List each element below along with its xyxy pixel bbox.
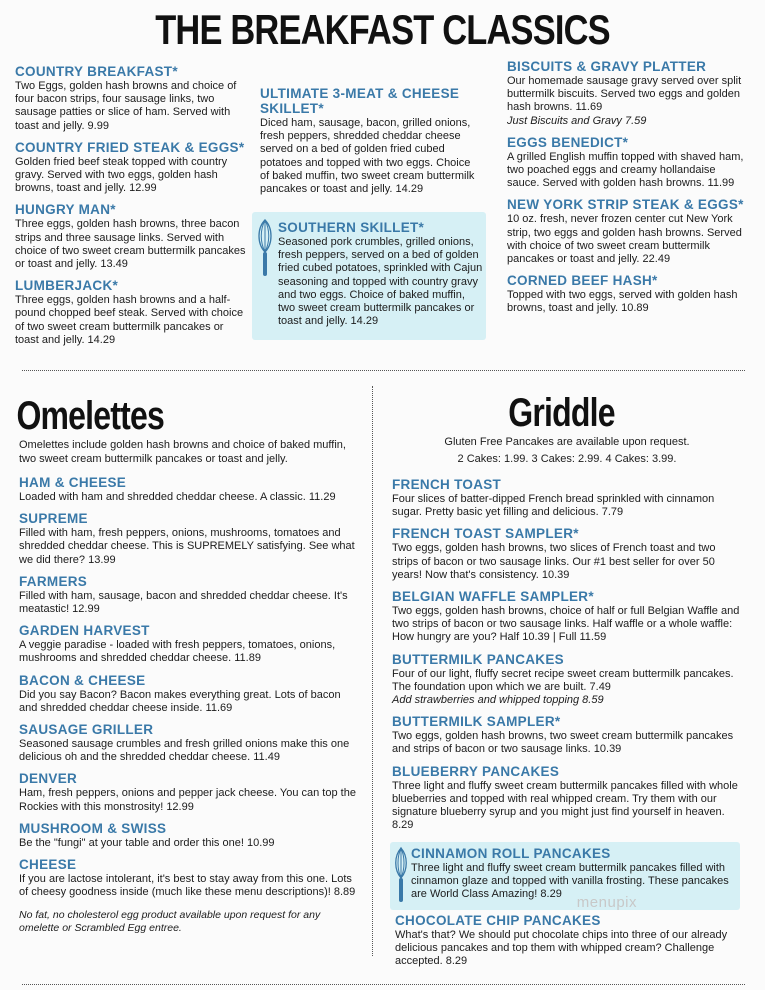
menu-item[interactable]: [392, 526, 742, 582]
menu-title: THE BREAKFAST CLASSICS: [155, 6, 610, 53]
menu-item[interactable]: [19, 821, 361, 850]
cinnamon-roll-featured[interactable]: [411, 846, 737, 902]
item-desc: Three eggs, golden hash browns and a half-pound chopped beef steak. Served with choice of two sweet cream buttermilk pancakes or toast and jelly. 14.29: [15, 294, 244, 346]
item-name: CINNAMON ROLL PANCAKES: [411, 846, 611, 861]
item-name: SUPREME: [19, 511, 88, 527]
item-name: ULTIMATE 3-MEAT & CHEESE SKILLET*: [260, 86, 460, 116]
item-name: LUMBERJACK*: [15, 278, 119, 294]
item-desc: Two Eggs, golden hash browns and choice of four bacon strips, four sausage links, two sausage patties or slice of ham. Served with toast and jelly. 9.99: [15, 80, 237, 132]
menu-item[interactable]: [19, 673, 361, 715]
menu-item[interactable]: [392, 477, 742, 519]
whisk-icon: [393, 846, 409, 904]
divider-top: [22, 370, 745, 371]
item-desc: Topped with two eggs, served with golden hash browns, toast and jelly. 10.89: [507, 289, 738, 315]
menu-item[interactable]: [392, 714, 742, 756]
item-desc: Seasoned sausage crumbles and fresh grilled onions make this one delicious oh and the shredded cheddar cheese. 11.49: [19, 738, 350, 764]
item-desc: Seasoned pork crumbles, grilled onions, fresh peppers, served on a bed of golden fried cubed potatoes, sprinkled with Cajun seasoning and topped with country gravy and two eggs. Choice of baked muffin, two sweet cream buttermilk pancakes or toast and jelly. 14.29: [278, 236, 483, 328]
menu-item[interactable]: [392, 652, 742, 708]
item-desc: Golden fried beef steak topped with country gravy. Served with two eggs, golden hash browns, toast and jelly. 12.99: [15, 155, 228, 195]
menu-item[interactable]: [15, 278, 247, 347]
item-desc: Two eggs, golden hash browns, two slices of French toast and two strips of bacon or two sausage links. Our #1 best seller for over 50 years! Now that's consistency. 10.39: [392, 542, 716, 581]
item-name: COUNTRY BREAKFAST*: [15, 64, 178, 79]
item-name: BUTTERMILK SAMPLER*: [392, 714, 561, 730]
classics-col-3: [507, 59, 747, 323]
item-desc: Two eggs, golden hash browns, choice of half or full Belgian Waffle and two strips of bacon or two sausage links. Half waffle or a whole waffle: How hungry are you? Half 10.39 | Full 11.59: [392, 605, 740, 644]
menu-item[interactable]: [507, 135, 747, 191]
item-name: BELGIAN WAFFLE SAMPLER*: [392, 589, 594, 605]
item-desc: What's that? We should put chocolate chips into three of our already delicious pancakes and top them with whipped cream? Challenge accepted. 8.29: [395, 929, 728, 968]
menu-item[interactable]: [19, 857, 361, 899]
item-name: NEW YORK STRIP STEAK & EGGS*: [507, 197, 744, 213]
item-desc: Four slices of batter-dipped French bread sprinkled with cinnamon sugar. Pretty basic yet filling and delicious. 7.79: [392, 493, 715, 519]
item-name: FARMERS: [19, 573, 88, 589]
griddle-intro-2: 2 Cakes: 1.99. 3 Cakes: 2.99. 4 Cakes: 3.99.: [457, 453, 677, 465]
menu-item[interactable]: [19, 475, 361, 504]
item-desc: Three eggs, golden hash browns, three bacon strips and three sausage links. Served with choice of two sweet cream buttermilk pancakes or toast and jelly. 13.49: [15, 218, 246, 271]
menu-item[interactable]: [19, 722, 361, 764]
item-desc: Two eggs, golden hash browns, two sweet cream buttermilk pancakes and strips of bacon or two sausage links. 10.39: [392, 730, 734, 756]
item-name: BUTTERMILK PANCAKES: [392, 651, 564, 667]
griddle-intro-1: Gluten Free Pancakes are available upon request.: [444, 436, 690, 448]
item-sub: Add strawberries and whipped topping 8.59: [392, 694, 604, 707]
item-name: CHEESE: [19, 857, 77, 873]
menu-item[interactable]: [392, 764, 742, 833]
item-name: DENVER: [19, 771, 78, 787]
item-name: CHOCOLATE CHIP PANCAKES: [395, 913, 601, 928]
menu-item[interactable]: [507, 59, 747, 128]
item-desc: A grilled English muffin topped with shaved ham, two poached eggs and creamy hollandaise sauce. Served with golden hash browns. 11.99: [507, 150, 744, 190]
menu-item[interactable]: [15, 140, 247, 196]
item-name: BLUEBERRY PANCAKES: [392, 763, 560, 779]
omelettes-col: [19, 438, 361, 935]
menu-item[interactable]: [19, 623, 361, 665]
classics-col-2: [260, 86, 482, 203]
item-name: BISCUITS & GRAVY PLATTER: [507, 59, 707, 74]
item-name: EGGS BENEDICT*: [507, 134, 629, 150]
menu-item[interactable]: [507, 197, 747, 266]
item-desc: Three light and fluffy sweet cream buttermilk pancakes filled with whole blueberries and topped with real whipped cream. Try them with our signature blueberry syrup and you might just find yourself in heaven. 8.29: [392, 779, 738, 832]
item-desc: 10 oz. fresh, never frozen center cut New York strip, two eggs and golden hash browns. Served with choice of two sweet cream buttermilk pancakes or toast and jelly. 22.49: [507, 213, 742, 266]
item-desc: A veggie paradise - loaded with fresh peppers, tomatoes, onions, mushrooms and shredded cheddar cheese. 11.89: [19, 639, 336, 665]
menu-item[interactable]: [19, 771, 361, 813]
item-desc: Filled with ham, fresh peppers, onions, mushrooms, tomatoes and shredded cheddar cheese. This is SUPREMELY satisfying. See what we did there? 13.99: [19, 527, 355, 566]
item-desc: If you are lactose intolerant, it's best to stay away from this one. Lots of cheesy goodness inside (much like these menu descriptions)! 8.89: [19, 873, 356, 899]
menu-item[interactable]: [507, 273, 747, 315]
item-desc: Our homemade sausage gravy served over split buttermilk biscuits. Served two eggs and golden hash browns. 11.69: [507, 75, 742, 114]
divider-bottom: [22, 984, 745, 985]
item-sub: Just Biscuits and Gravy 7.59: [507, 114, 647, 127]
item-desc: Four of our light, fluffy secret recipe sweet cream buttermilk pancakes. The foundation upon which we are built. 7.49: [392, 667, 734, 693]
menu-item[interactable]: [260, 86, 482, 196]
omelettes-note: No fat, no cholesterol egg product available upon request for any omelette or Scrambled Egg entree.: [19, 909, 321, 935]
item-desc: Three light and fluffy sweet cream buttermilk pancakes filled with cinnamon glaze and topped with vanilla frosting. These pancakes are World Class Amazing! 8.29: [411, 862, 729, 901]
griddle-col: [392, 477, 742, 839]
item-desc: Filled with ham, sausage, bacon and shredded cheddar cheese. It's meatastic! 12.99: [19, 589, 348, 616]
item-name: HAM & CHEESE: [19, 475, 127, 490]
item-desc: Loaded with ham and shredded cheddar cheese. A classic. 11.29: [19, 491, 336, 503]
omelettes-intro: Omelettes include golden hash browns and choice of baked muffin, two sweet cream buttermilk pancakes or toast and jelly.: [19, 439, 346, 465]
menu-item[interactable]: [19, 511, 361, 567]
item-name: FRENCH TOAST: [392, 477, 502, 492]
menu-item[interactable]: [392, 589, 742, 645]
item-name: SOUTHERN SKILLET*: [278, 220, 425, 235]
menu-item[interactable]: [15, 202, 247, 271]
omelettes-title: Omelettes: [16, 394, 164, 438]
item-desc: Did you say Bacon? Bacon makes everything great. Lots of bacon and shredded cheddar cheese inside. 11.69: [19, 688, 341, 714]
item-name: FRENCH TOAST SAMPLER*: [392, 526, 579, 542]
menu-item[interactable]: [15, 64, 247, 133]
southern-skillet-featured[interactable]: [278, 220, 483, 328]
menu-item[interactable]: [19, 574, 361, 616]
item-desc: Be the "fungi" at your table and order this one! 10.99: [19, 836, 275, 849]
item-desc: Ham, fresh peppers, onions and pepper jack cheese. You can top the Rockies with this monstrosity! 12.99: [19, 787, 356, 813]
divider-vertical: [372, 386, 373, 956]
item-name: BACON & CHEESE: [19, 672, 146, 688]
item-name: COUNTRY FRIED STEAK & EGGS*: [15, 139, 245, 155]
item-desc: Diced ham, sausage, bacon, grilled onions, fresh peppers, shredded cheddar cheese served on a bed of golden fried cubed potatoes and topped with two eggs. Choice of baked muffin, two sweet cream buttermilk pancakes or toast and jelly. 14.29: [260, 117, 475, 196]
griddle-title: Griddle: [508, 391, 615, 435]
item-name: CORNED BEEF HASH*: [507, 273, 658, 289]
chocolate-chip-item[interactable]: [395, 913, 740, 969]
classics-col-1: [15, 64, 247, 354]
item-name: MUSHROOM & SWISS: [19, 820, 167, 836]
watermark: menupix: [576, 894, 637, 911]
item-name: HUNGRY MAN*: [15, 202, 116, 218]
item-name: GARDEN HARVEST: [19, 623, 150, 639]
item-name: SAUSAGE GRILLER: [19, 722, 154, 738]
whisk-icon: [256, 218, 274, 278]
griddle-intro: [392, 435, 742, 466]
